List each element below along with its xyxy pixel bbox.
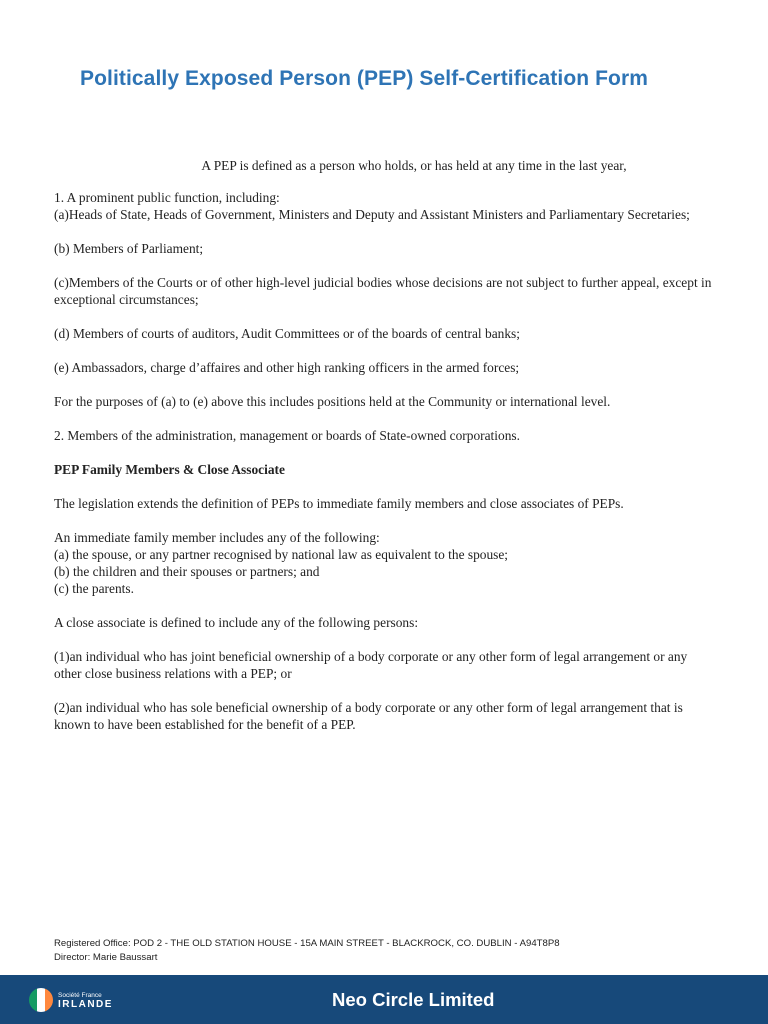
- family-intro: An immediate family member includes any of the following:: [54, 530, 380, 545]
- associate-intro: A close associate is defined to include any of the following persons:: [54, 615, 419, 630]
- footer-bar: [0, 975, 768, 1024]
- logo-top-text: Société France: [58, 992, 102, 999]
- purposes-note: For the purposes of (a) to (e) above this includes positions held at the Community or international level.: [54, 394, 611, 409]
- page-title: Politically Exposed Person (PEP) Self-Certification Form: [79, 67, 649, 90]
- associate-item-1: (1)an individual who has joint beneficial ownership of a body corporate or any other form of legal arrangement or any other close business relations with a PEP; or: [54, 649, 688, 681]
- item-c: (c)Members of the Courts or of other high-level judicial bodies whose decisions are not subject to further appeal, except in exceptional circumstances;: [54, 275, 712, 307]
- logo-bottom-text: IRLANDE: [58, 999, 113, 1010]
- family-item-b: (b) the children and their spouses or partners; and: [54, 564, 320, 579]
- registered-office: Registered Office: POD 2 - THE OLD STATION HOUSE - 15A MAIN STREET - BLACKROCK, CO. DUBLIN - A94T8P8: [54, 938, 560, 949]
- item-2: 2. Members of the administration, management or boards of State-owned corporations.: [54, 428, 520, 443]
- family-item-a: (a) the spouse, or any partner recognised by national law as equivalent to the spouse;: [54, 547, 509, 562]
- family-item-c: (c) the parents.: [54, 581, 134, 596]
- family-section-heading: PEP Family Members & Close Associate: [54, 462, 285, 477]
- item-a: (a)Heads of State, Heads of Government, Ministers and Deputy and Assistant Ministers and Parliamentary Secretaries;: [54, 207, 690, 222]
- legislation-paragraph: The legislation extends the definition of PEPs to immediate family members and close associates of PEPs.: [54, 496, 624, 511]
- item-e: (e) Ambassadors, charge d’affaires and other high ranking officers in the armed forces;: [54, 360, 520, 375]
- company-logo: [28, 987, 113, 1013]
- associate-item-2: (2)an individual who has sole beneficial ownership of a body corporate or any other form of legal arrangement that is known to have been established for the benefit of a PEP.: [54, 700, 683, 732]
- footer-info: [54, 937, 560, 965]
- item-d: (d) Members of courts of auditors, Audit Committees or of the boards of central banks;: [54, 326, 520, 341]
- company-name: Neo Circle Limited: [332, 989, 495, 1010]
- pep-definition-intro: A PEP is defined as a person who holds, or has held at any time in the last year,: [201, 158, 627, 173]
- item-1-heading: 1. A prominent public function, including:: [54, 190, 280, 205]
- director: Director: Marie Baussart: [54, 952, 158, 963]
- document-body: [54, 157, 714, 733]
- irish-flag-circle-icon: [28, 987, 54, 1013]
- item-b: (b) Members of Parliament;: [54, 241, 204, 256]
